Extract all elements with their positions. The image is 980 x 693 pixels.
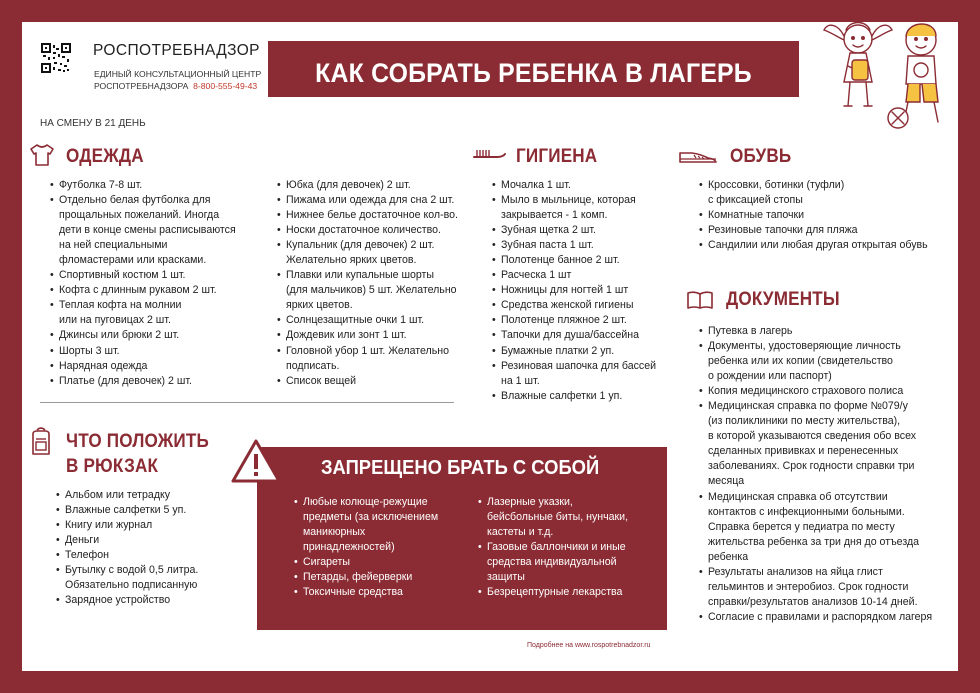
clothes-item: • Плавки или купальные шорты (для мальчиков) 5 шт. Желательно ярких цветов. [286,268,486,313]
documents-list [698,324,963,625]
shoes-list [698,178,963,253]
shoes-item: • Резиновые тапочки для пляжа [708,223,963,238]
section-divider [40,402,454,403]
documents-item: • Копия медицинского страхового полиса [708,384,963,399]
qr-code-icon [41,43,71,73]
clothes-item: • Дождевик или зонт 1 шт. [286,328,486,343]
forbidden-item: • Газовые баллончики и иные средства индивидуальной защиты [487,540,672,585]
hygiene-item: • Зубная щетка 2 шт. [501,223,686,238]
brand-name: РОСПОТРЕБНАДЗОР [93,42,260,59]
backpack-item: • Альбом или тетрадку [65,488,265,503]
hygiene-item: • Средства женской гигиены [501,298,686,313]
backpack-item: • Книгу или журнал [65,518,265,533]
backpack-title-line-2: В РЮКЗАК [66,456,159,477]
tshirt-icon [29,143,55,167]
backpack-item: • Влажные салфетки 5 уп. [65,503,265,518]
clothes-item: • Солнцезащитные очки 1 шт. [286,313,486,328]
documents-item: • Медицинская справка об отсутствии контактов с инфекционными больными. Справка берется у педиатра по месту жительства ребенка за три дня до отъезда ребенка [708,490,963,565]
toothbrush-icon [473,146,509,164]
documents-item: • Медицинская справка по форме №079/у (из поликлиники по месту жительства), в которой указываются сведения обо всех сделанных прививках и перенесенных заболеваниях. Срок годности справки три месяца [708,399,963,489]
hygiene-item: • Полотенце банное 2 шт. [501,253,686,268]
documents-item: • Путевка в лагерь [708,324,963,339]
forbidden-list-1 [293,495,478,600]
open-book-icon [686,290,714,310]
clothes-item: • Купальник (для девочек) 2 шт. Желательно ярких цветов. [286,238,486,268]
sneaker-icon [678,149,718,165]
backpack-item: • Бутылку с водой 0,5 литра. Обязательно подписанную [65,563,265,593]
clothes-item: • Отдельно белая футболка для прощальных пожеланий. Иногда дети в конце смены расписываются на ней специальными фломастерами или красками. [59,193,274,268]
clothes-list-1 [49,178,274,389]
brand-subtitle [94,68,261,92]
backpack-title-line-1: ЧТО ПОЛОЖИТЬ [66,431,209,452]
hygiene-item: • Влажные салфетки 1 уп. [501,389,686,404]
hygiene-item: • Полотенце пляжное 2 шт. [501,313,686,328]
shoes-item: • Комнатные тапочки [708,208,963,223]
clothes-item: • Нижнее белье достаточное кол-во. [286,208,486,223]
hygiene-item: • Мочалка 1 шт. [501,178,686,193]
brand-line-1: ЕДИНЫЙ КОНСУЛЬТАЦИОННЫЙ ЦЕНТР [94,69,262,79]
title-banner [268,41,799,97]
clothes-item: • Кофта с длинным рукавом 2 шт. [59,283,274,298]
backpack-icon [29,426,53,456]
forbidden-item: • Безрецептурные лекарства [487,585,672,600]
hygiene-list [491,178,686,404]
hygiene-item: • Расческа 1 шт [501,268,686,283]
kids-illustration-icon [820,14,955,129]
forbidden-item: • Лазерные указки, бейсбольные биты, нунчаки, кастеты и т.д. [487,495,672,540]
forbidden-box [257,447,667,630]
forbidden-list-2 [477,495,672,600]
clothes-item: • Платье (для девочек) 2 шт. [59,374,274,389]
forbidden-item: • Сигареты [303,555,478,570]
shoes-item: • Кроссовки, ботинки (туфли) с фиксацией стопы [708,178,963,208]
clothes-item: • Юбка (для девочек) 2 шт. [286,178,486,193]
clothes-item: • Пижама или одежда для сна 2 шт. [286,193,486,208]
documents-item: • Документы, удостоверяющие личность ребенка или их копии (свидетельство о рождении или паспорт) [708,339,963,384]
clothes-item: • Футболка 7-8 шт. [59,178,274,193]
brand-line-2: РОСПОТРЕБНАДЗОРА [94,81,189,91]
section-title-documents: ДОКУМЕНТЫ [726,289,840,310]
clothes-item: • Шорты 3 шт. [59,344,274,359]
documents-item: • Результаты анализов на яйца глист гельминтов и энтеробиоз. Срок годности справки/результатов анализов 10-14 дней. [708,565,963,610]
clothes-item: • Спортивный костюм 1 шт. [59,268,274,283]
hygiene-item: • Бумажные платки 2 уп. [501,344,686,359]
more-info-link[interactable]: Подробнее на www.rospotrebnadzor.ru [527,642,651,649]
clothes-item: • Головной убор 1 шт. Желательно подписать. [286,344,486,374]
hygiene-item: • Зубная паста 1 шт. [501,238,686,253]
hygiene-item: • Ножницы для ногтей 1 шт [501,283,686,298]
hygiene-item: • Тапочки для душа/бассейна [501,328,686,343]
section-title-clothes: ОДЕЖДА [66,146,144,167]
hygiene-item: • Резиновая шапочка для бассей на 1 шт. [501,359,686,389]
documents-item: • Согласие с правилами и распорядком лагеря [708,610,963,625]
clothes-item: • Нарядная одежда [59,359,274,374]
shift-note: НА СМЕНУ В 21 ДЕНЬ [40,118,146,129]
clothes-item: • Теплая кофта на молнии или на пуговицах 2 шт. [59,298,274,328]
shoes-item: • Сандилии или любая другая открытая обувь [708,238,963,253]
backpack-item: • Телефон [65,548,265,563]
section-title-backpack [66,429,209,479]
hygiene-item: • Мыло в мыльнице, которая закрывается - 1 комп. [501,193,686,223]
forbidden-item: • Токсичные средства [303,585,478,600]
warning-icon [231,439,281,483]
section-title-hygiene: ГИГИЕНА [516,146,598,167]
clothes-item: • Список вещей [286,374,486,389]
forbidden-item: • Петарды, фейерверки [303,570,478,585]
clothes-list-2 [276,178,486,389]
clothes-item: • Джинсы или брюки 2 шт. [59,328,274,343]
hotline-phone: 8-800-555-49-43 [193,81,258,91]
backpack-item: • Деньги [65,533,265,548]
page-title: КАК СОБРАТЬ РЕБЕНКА В ЛАГЕРЬ [315,58,752,88]
backpack-item: • Зарядное устройство [65,593,265,608]
section-title-shoes: ОБУВЬ [730,146,792,167]
forbidden-title: ЗАПРЕЩЕНО БРАТЬ С СОБОЙ [321,457,600,479]
backpack-list [55,488,265,608]
forbidden-item: • Любые колюще-режущие предметы (за исключением маникюрных принадлежностей) [303,495,478,555]
infographic-sheet [22,22,958,671]
clothes-item: • Носки достаточное количество. [286,223,486,238]
